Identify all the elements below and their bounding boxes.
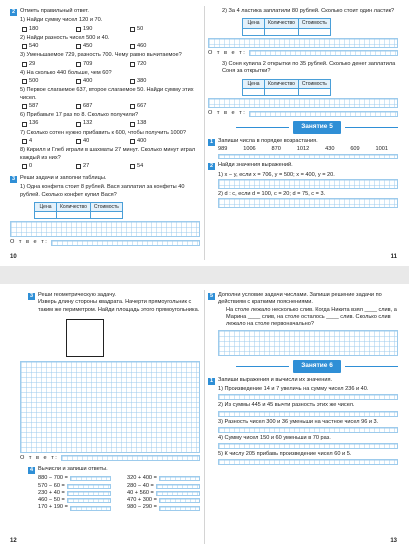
calc-row — [38, 504, 111, 511]
option-label: 136 — [29, 120, 39, 127]
task-number: 1 — [209, 138, 214, 145]
task-4 — [28, 466, 200, 512]
task-text: Дополни условие задачи числами. Запиши решение задачи по действиям с краткими пояснениями. — [218, 292, 382, 306]
col-header: Стоимость — [298, 19, 330, 29]
task-2 — [208, 162, 398, 208]
number-list — [218, 146, 398, 153]
task-number: 1 — [209, 377, 214, 384]
task-number: 2 — [209, 163, 214, 170]
table-cell[interactable] — [298, 89, 330, 96]
option-label: 667 — [137, 102, 147, 109]
checkbox[interactable] — [22, 62, 27, 67]
option-label: 720 — [137, 60, 147, 67]
page-13 — [208, 292, 398, 542]
option-label: 54 — [137, 162, 144, 169]
option-label: 460 — [137, 43, 147, 50]
table-cell[interactable] — [243, 28, 265, 35]
calc-expression: 280 − 40 = — [127, 482, 154, 489]
option-label: 450 — [83, 43, 93, 50]
checkbox[interactable] — [76, 62, 81, 67]
calc-expression: 980 − 290 = — [127, 504, 157, 511]
price-table — [242, 18, 331, 36]
option[interactable] — [22, 138, 68, 145]
spread-pages-10-11 — [0, 0, 409, 266]
calc-expression: 460 − 50 = — [38, 497, 65, 504]
solution-grid[interactable] — [218, 330, 398, 356]
calc-answer-box[interactable] — [156, 491, 200, 496]
number-item: 609 — [350, 146, 360, 153]
option-label: 190 — [83, 25, 93, 32]
number-item: 989 — [218, 146, 228, 153]
calc-answer-box[interactable] — [159, 476, 200, 481]
option[interactable] — [76, 138, 122, 145]
task-3 — [10, 175, 200, 199]
spread-pages-12-13 — [0, 284, 409, 550]
task-3 — [28, 292, 200, 314]
number-item: 1001 — [375, 146, 388, 153]
option[interactable] — [130, 120, 176, 127]
checkbox[interactable] — [22, 44, 27, 49]
calc-expression: 880 − 700 = — [38, 475, 68, 482]
calc-row — [127, 490, 200, 497]
option-label: 27 — [83, 162, 90, 169]
task-number: 3 — [29, 293, 34, 299]
answer-label: О т в е т: — [20, 454, 59, 461]
page-12 — [10, 292, 200, 542]
option[interactable] — [22, 26, 68, 33]
option-label: 709 — [83, 60, 93, 67]
task-text: Найди значения выражений. — [218, 162, 293, 169]
calc-answer-box[interactable] — [159, 498, 200, 503]
option-label: 4 — [29, 137, 33, 144]
option-label: 40 — [83, 137, 90, 144]
table-cell[interactable] — [265, 89, 299, 96]
answer-label: О т в е т: — [208, 110, 247, 117]
square-figure — [66, 319, 104, 357]
option[interactable] — [76, 163, 122, 170]
calc-row — [38, 475, 111, 482]
question-text: 8) Кирилл и Глеб играли в шахматы 27 минут. Сколько минут играл каждый из них? — [20, 147, 196, 161]
square-figure-area — [10, 317, 200, 361]
option[interactable] — [130, 78, 176, 85]
lesson-title: Занятие 5 — [293, 121, 341, 133]
options-row — [22, 26, 200, 33]
page-11 — [208, 8, 398, 258]
subtask-text: 3) Соня купила 2 открытки по 35 рублей. Сколько денег заплатила Соня за открытки? — [222, 61, 396, 75]
checkbox[interactable] — [76, 27, 81, 32]
number-item: 1012 — [296, 146, 310, 153]
answer-grid[interactable] — [249, 111, 398, 117]
subtask-text: 2) За 4 ластика заплатили 80 рублей. Сколько стоит один ластик? — [222, 8, 395, 14]
subtask-text: 1) Одна конфета стоит 8 рублей. Вася заплатил за конфеты 40 рублей. Сколько конфет купил Вася? — [20, 184, 185, 198]
answer-grid[interactable] — [249, 50, 398, 56]
task-number: 2 — [11, 9, 16, 15]
task-text: Запиши числа в порядке возрастания. — [218, 137, 318, 144]
calc-expression: 170 + 190 = — [38, 504, 68, 511]
subtask-text: Изверь длину стороны квадрата. Начерти прямоугольник с таким же периметром. Найди площадь этого прямоугольника. — [38, 299, 200, 313]
task-number: 5 — [209, 293, 214, 299]
option-label: 500 — [29, 78, 39, 85]
story-text: На столе лежало несколько слив. Когда Никита взял ____ слив, а Марина ____ слив, на столе осталось ____ слив. Сколько слив лежало на столе первоначально? — [226, 306, 397, 328]
task-1 — [208, 377, 398, 466]
col-header: Цена — [243, 19, 265, 29]
option-label: 50 — [137, 25, 144, 32]
lesson-title: Занятие 6 — [293, 360, 341, 372]
calc-answer-box[interactable] — [159, 506, 200, 511]
calc-expression: 40 + 560 = — [127, 489, 154, 496]
task-2 — [10, 8, 200, 172]
answer-grid[interactable] — [218, 179, 398, 189]
checkbox[interactable] — [22, 104, 27, 109]
checkbox[interactable] — [76, 79, 81, 84]
options-row — [22, 61, 200, 68]
col-header: Количество — [265, 79, 299, 89]
option[interactable] — [130, 61, 176, 68]
checkbox[interactable] — [130, 27, 135, 32]
calc-answer-box[interactable] — [67, 491, 111, 496]
calc-column-left — [38, 475, 111, 511]
calc-column-right — [127, 475, 200, 511]
task-5 — [208, 292, 398, 356]
options-row — [22, 163, 200, 170]
options-row — [22, 78, 200, 85]
price-table — [242, 79, 331, 97]
answer-row — [20, 455, 200, 462]
subtask-text: 1) x − y, если x = 706, y = 500; x = 400, y = 20. — [218, 171, 335, 178]
solution-grid[interactable] — [208, 98, 398, 108]
number-item: 870 — [271, 146, 281, 153]
option-label: 29 — [29, 60, 36, 67]
options-row — [22, 120, 200, 127]
calc-answer-box[interactable] — [67, 498, 111, 503]
page-number: 12 — [10, 538, 17, 544]
table-cell[interactable] — [35, 212, 57, 219]
subtask-text: 2) d : c, если d = 100, c = 20; d = 75, c = 3. — [218, 190, 326, 197]
calc-row — [38, 490, 111, 497]
page-number: 10 — [10, 254, 17, 260]
calc-expression: 570 − 60 = — [38, 482, 65, 489]
answer-grid[interactable] — [218, 198, 398, 208]
answer-grid[interactable] — [218, 394, 398, 400]
task-text: Реши геометрическую задачу. — [38, 292, 116, 298]
option[interactable] — [76, 61, 122, 68]
checkbox[interactable] — [22, 27, 27, 32]
answer-grid[interactable] — [218, 443, 398, 449]
calc-row — [127, 475, 200, 482]
option-label: 400 — [137, 137, 147, 144]
page-gap — [0, 266, 409, 284]
option[interactable] — [22, 61, 68, 68]
option[interactable] — [76, 78, 122, 85]
checkbox[interactable] — [22, 79, 27, 84]
calc-expression: 230 + 40 = — [38, 489, 65, 496]
checkbox[interactable] — [22, 122, 27, 127]
col-header: Количество — [57, 202, 91, 212]
option-label: 400 — [83, 78, 93, 85]
col-header: Цена — [243, 79, 265, 89]
option[interactable] — [130, 163, 176, 170]
answer-row — [10, 239, 200, 246]
options-row — [22, 43, 200, 50]
solution-grid[interactable] — [10, 221, 200, 237]
task-number: 3 — [11, 176, 16, 183]
option[interactable] — [22, 43, 68, 50]
spine — [204, 6, 205, 260]
task-text: Отметь правильный ответ. — [20, 8, 89, 14]
table-cell[interactable] — [265, 28, 299, 35]
checkbox[interactable] — [22, 164, 27, 169]
answer-row — [208, 50, 398, 57]
answer-grid[interactable] — [61, 455, 200, 461]
col-header: Цена — [35, 202, 57, 212]
question-text: 4) На сколько 440 больше, чем 60? — [20, 69, 112, 76]
expression-list — [218, 386, 398, 465]
checkbox[interactable] — [130, 122, 135, 127]
answer-row — [208, 110, 398, 117]
expression-text: 4) Сумму чисел 150 и 60 уменьши в 70 раз. — [218, 434, 331, 441]
answer-grid[interactable] — [218, 411, 398, 417]
col-header: Стоимость — [90, 202, 122, 212]
calc-row — [38, 497, 111, 504]
lesson-header — [236, 121, 398, 133]
options-row — [22, 103, 200, 110]
calc-answer-box[interactable] — [70, 506, 111, 511]
option-label: 587 — [29, 102, 39, 109]
checkbox[interactable] — [130, 104, 135, 109]
checkbox[interactable] — [76, 139, 81, 144]
checkbox[interactable] — [76, 122, 81, 127]
expression-text: 2) Из суммы 445 и 45 вычти разность этих же чисел. — [218, 402, 355, 409]
task-number: 4 — [29, 467, 34, 474]
task-1 — [208, 138, 398, 160]
checkbox[interactable] — [130, 139, 135, 144]
table-cell[interactable] — [243, 89, 265, 96]
spine — [204, 290, 205, 544]
option-label: 0 — [29, 162, 33, 169]
solution-grid[interactable] — [208, 38, 398, 48]
calc-columns — [38, 475, 200, 511]
question-text: 7) Сколько сотен нужно прибавить к 600, чтобы получить 1000? — [20, 129, 186, 136]
calc-answer-box[interactable] — [67, 484, 111, 489]
option[interactable] — [130, 103, 176, 110]
question-text: 5) Первое слагаемое 637, второе слагаемое 50. Найди сумму этих чисел. — [20, 87, 194, 101]
task-text: Запиши выражения и вычисли их значения. — [218, 376, 333, 383]
calc-row — [127, 497, 200, 504]
option[interactable] — [76, 43, 122, 50]
option[interactable] — [22, 78, 68, 85]
answer-label: О т в е т: — [10, 239, 49, 246]
answer-grid[interactable] — [218, 427, 398, 433]
calc-row — [127, 483, 200, 490]
option[interactable] — [76, 103, 122, 110]
checkbox[interactable] — [130, 44, 135, 49]
checkbox[interactable] — [22, 139, 27, 144]
option-label: 138 — [137, 120, 147, 127]
answer-grid[interactable] — [218, 154, 398, 159]
checkbox[interactable] — [130, 79, 135, 84]
checkbox[interactable] — [76, 164, 81, 169]
expression-text: 3) Разность чисел 300 и 36 уменьши на частное чисел 96 и 3. — [218, 418, 379, 425]
option-label: 180 — [29, 25, 39, 32]
price-table — [34, 202, 123, 220]
calc-expression: 470 + 300 = — [127, 497, 157, 504]
option[interactable] — [130, 26, 176, 33]
calc-row — [38, 483, 111, 490]
task-text: Вычисли и запиши ответы. — [38, 466, 108, 473]
option[interactable] — [76, 120, 122, 127]
number-item: 1006 — [243, 146, 256, 153]
lesson-header — [236, 360, 398, 372]
option[interactable] — [130, 138, 176, 145]
option[interactable] — [22, 163, 68, 170]
options-row — [22, 138, 200, 145]
page-number: 11 — [390, 254, 397, 260]
answer-grid[interactable] — [218, 459, 398, 465]
checkbox[interactable] — [130, 164, 135, 169]
calc-row — [127, 504, 200, 511]
option[interactable] — [76, 26, 122, 33]
table-cell[interactable] — [298, 28, 330, 35]
question-text: 2) Найди разность чисел 500 и 40. — [20, 34, 110, 41]
multiple-choice-list — [20, 17, 200, 170]
expression-text: 5) К числу 205 прибавь произведение чисел 60 и 5. — [218, 451, 352, 458]
number-item: 430 — [325, 146, 335, 153]
task-text: Реши задачи и заполни таблицы. — [20, 175, 107, 182]
question-text: 3) Уменьшаемое 729, разность 700. Чему равно вычитаемое? — [20, 52, 182, 59]
checkbox[interactable] — [76, 44, 81, 49]
col-header: Количество — [265, 19, 299, 29]
option[interactable] — [22, 120, 68, 127]
drawing-grid[interactable] — [20, 361, 200, 453]
option-label: 687 — [83, 102, 93, 109]
calc-answer-box[interactable] — [70, 476, 111, 481]
table-cell[interactable] — [90, 212, 122, 219]
option-label: 380 — [137, 78, 147, 85]
calc-expression: 320 + 400 = — [127, 475, 157, 482]
question-text: 6) Прибавьте 17 раз по 8. Сколько получили? — [20, 112, 139, 119]
option-label: 540 — [29, 43, 39, 50]
option[interactable] — [22, 103, 68, 110]
page-10 — [10, 8, 200, 258]
expression-text: 1) Произведение 14 и 7 увеличь на сумму чисел 236 и 40. — [218, 386, 369, 393]
question-text: 1) Найди сумму чисел 120 и 70. — [20, 17, 103, 24]
answer-label: О т в е т: — [208, 49, 247, 56]
checkbox[interactable] — [130, 62, 135, 67]
checkbox[interactable] — [76, 104, 81, 109]
option[interactable] — [130, 43, 176, 50]
calc-answer-box[interactable] — [156, 484, 200, 489]
page-number: 13 — [390, 538, 397, 544]
option-label: 132 — [83, 120, 93, 127]
table-cell[interactable] — [57, 212, 91, 219]
col-header: Стоимость — [298, 79, 330, 89]
answer-grid[interactable] — [51, 240, 200, 246]
